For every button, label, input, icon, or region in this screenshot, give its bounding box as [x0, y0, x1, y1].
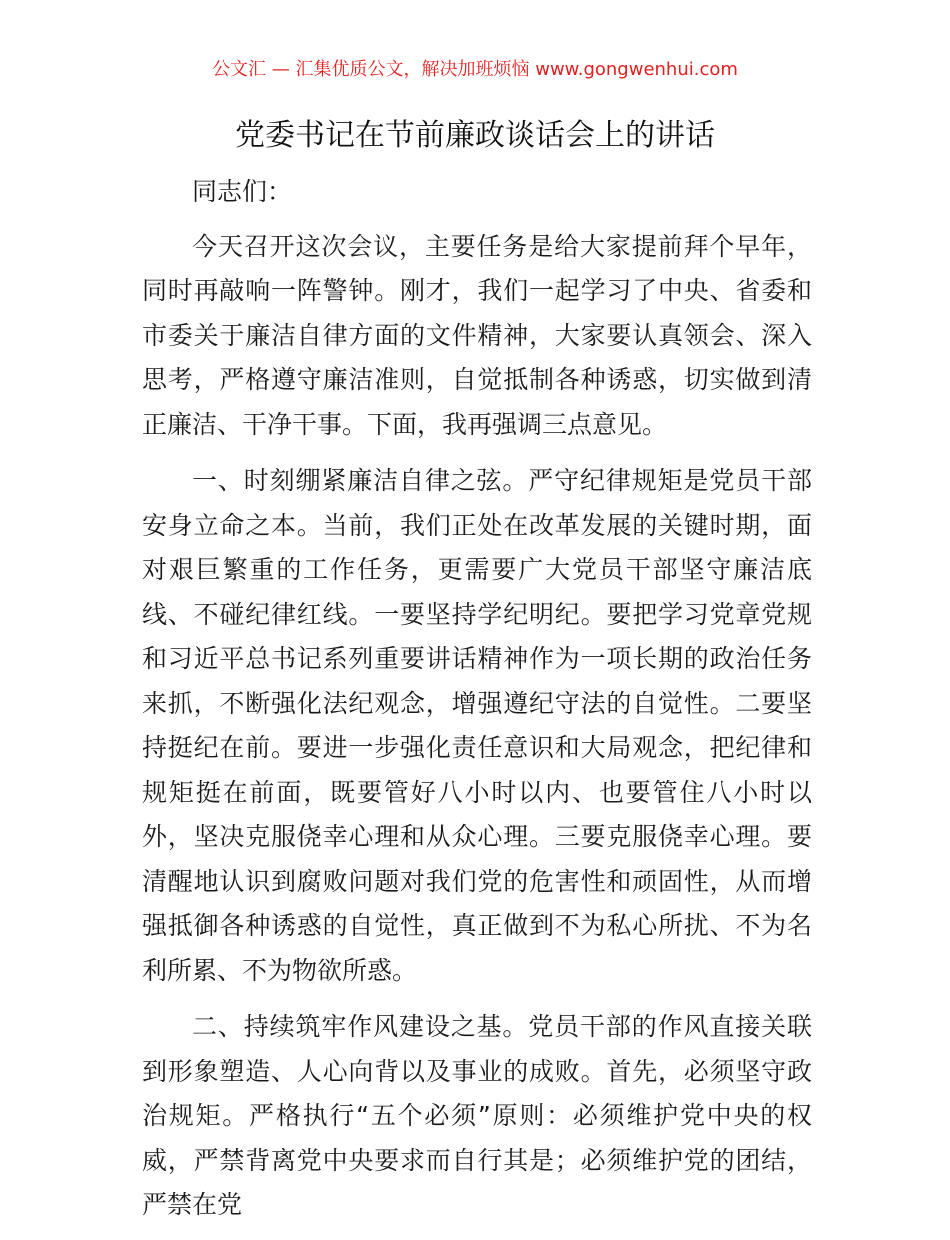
paragraph-intro: 今天召开这次会议，主要任务是给大家提前拜个早年，同时再敲响一阵警钟。刚才，我们一起学习了中央、省委和市委关于廉洁自律方面的文件精神，大家要认真领会、深入思考，严格遵守廉洁准则，自觉抵制各种诱惑，切实做到清正廉洁、干净干事。下面，我再强调三点意见。 — [142, 231, 812, 439]
salutation: 同志们： — [192, 177, 293, 206]
document-body — [142, 170, 812, 1240]
paragraph-section-one: 一、时刻绷紧廉洁自律之弦。严守纪律规矩是党员干部安身立命之本。当前，我们正处在改革发展的关键时期，面对艰巨繁重的工作任务，更需要广大党员干部坚守廉洁底线、不碰纪律红线。一要坚持学纪明纪。要把学习党章党规和习近平总书记系列重要讲话精神作为一项长期的政治任务来抓，不断强化法纪观念，增强遵纪守法的自觉性。二要坚持挺纪在前。要进一步强化责任意识和大局观念，把纪律和规矩挺在前面，既要管好八小时以内、也要管住八小时以外，坚决克服侥幸心理和从众心理。三要克服侥幸心理。要清醒地认识到腐败问题对我们党的危害性和顽固性，从而增强抵御各种诱惑的自觉性，真正做到不为私心所扰、不为名利所累、不为物欲所惑。 — [142, 466, 812, 985]
site-header-banner: 公文汇 — 汇集优质公文，解决加班烦恼 www.gongwenhui.com — [212, 59, 738, 80]
paragraph-section-two: 二、持续筑牢作风建设之基。党员干部的作风直接关联到形象塑造、人心向背以及事业的成败。首先，必须坚守政治规矩。严格执行“五个必须”原则：必须维护党中央的权威，严禁背离党中央要求而自行其是；必须维护党的团结，严禁在党 — [142, 1012, 812, 1219]
document-title: 党委书记在节前廉政谈话会上的讲话 — [235, 118, 715, 153]
